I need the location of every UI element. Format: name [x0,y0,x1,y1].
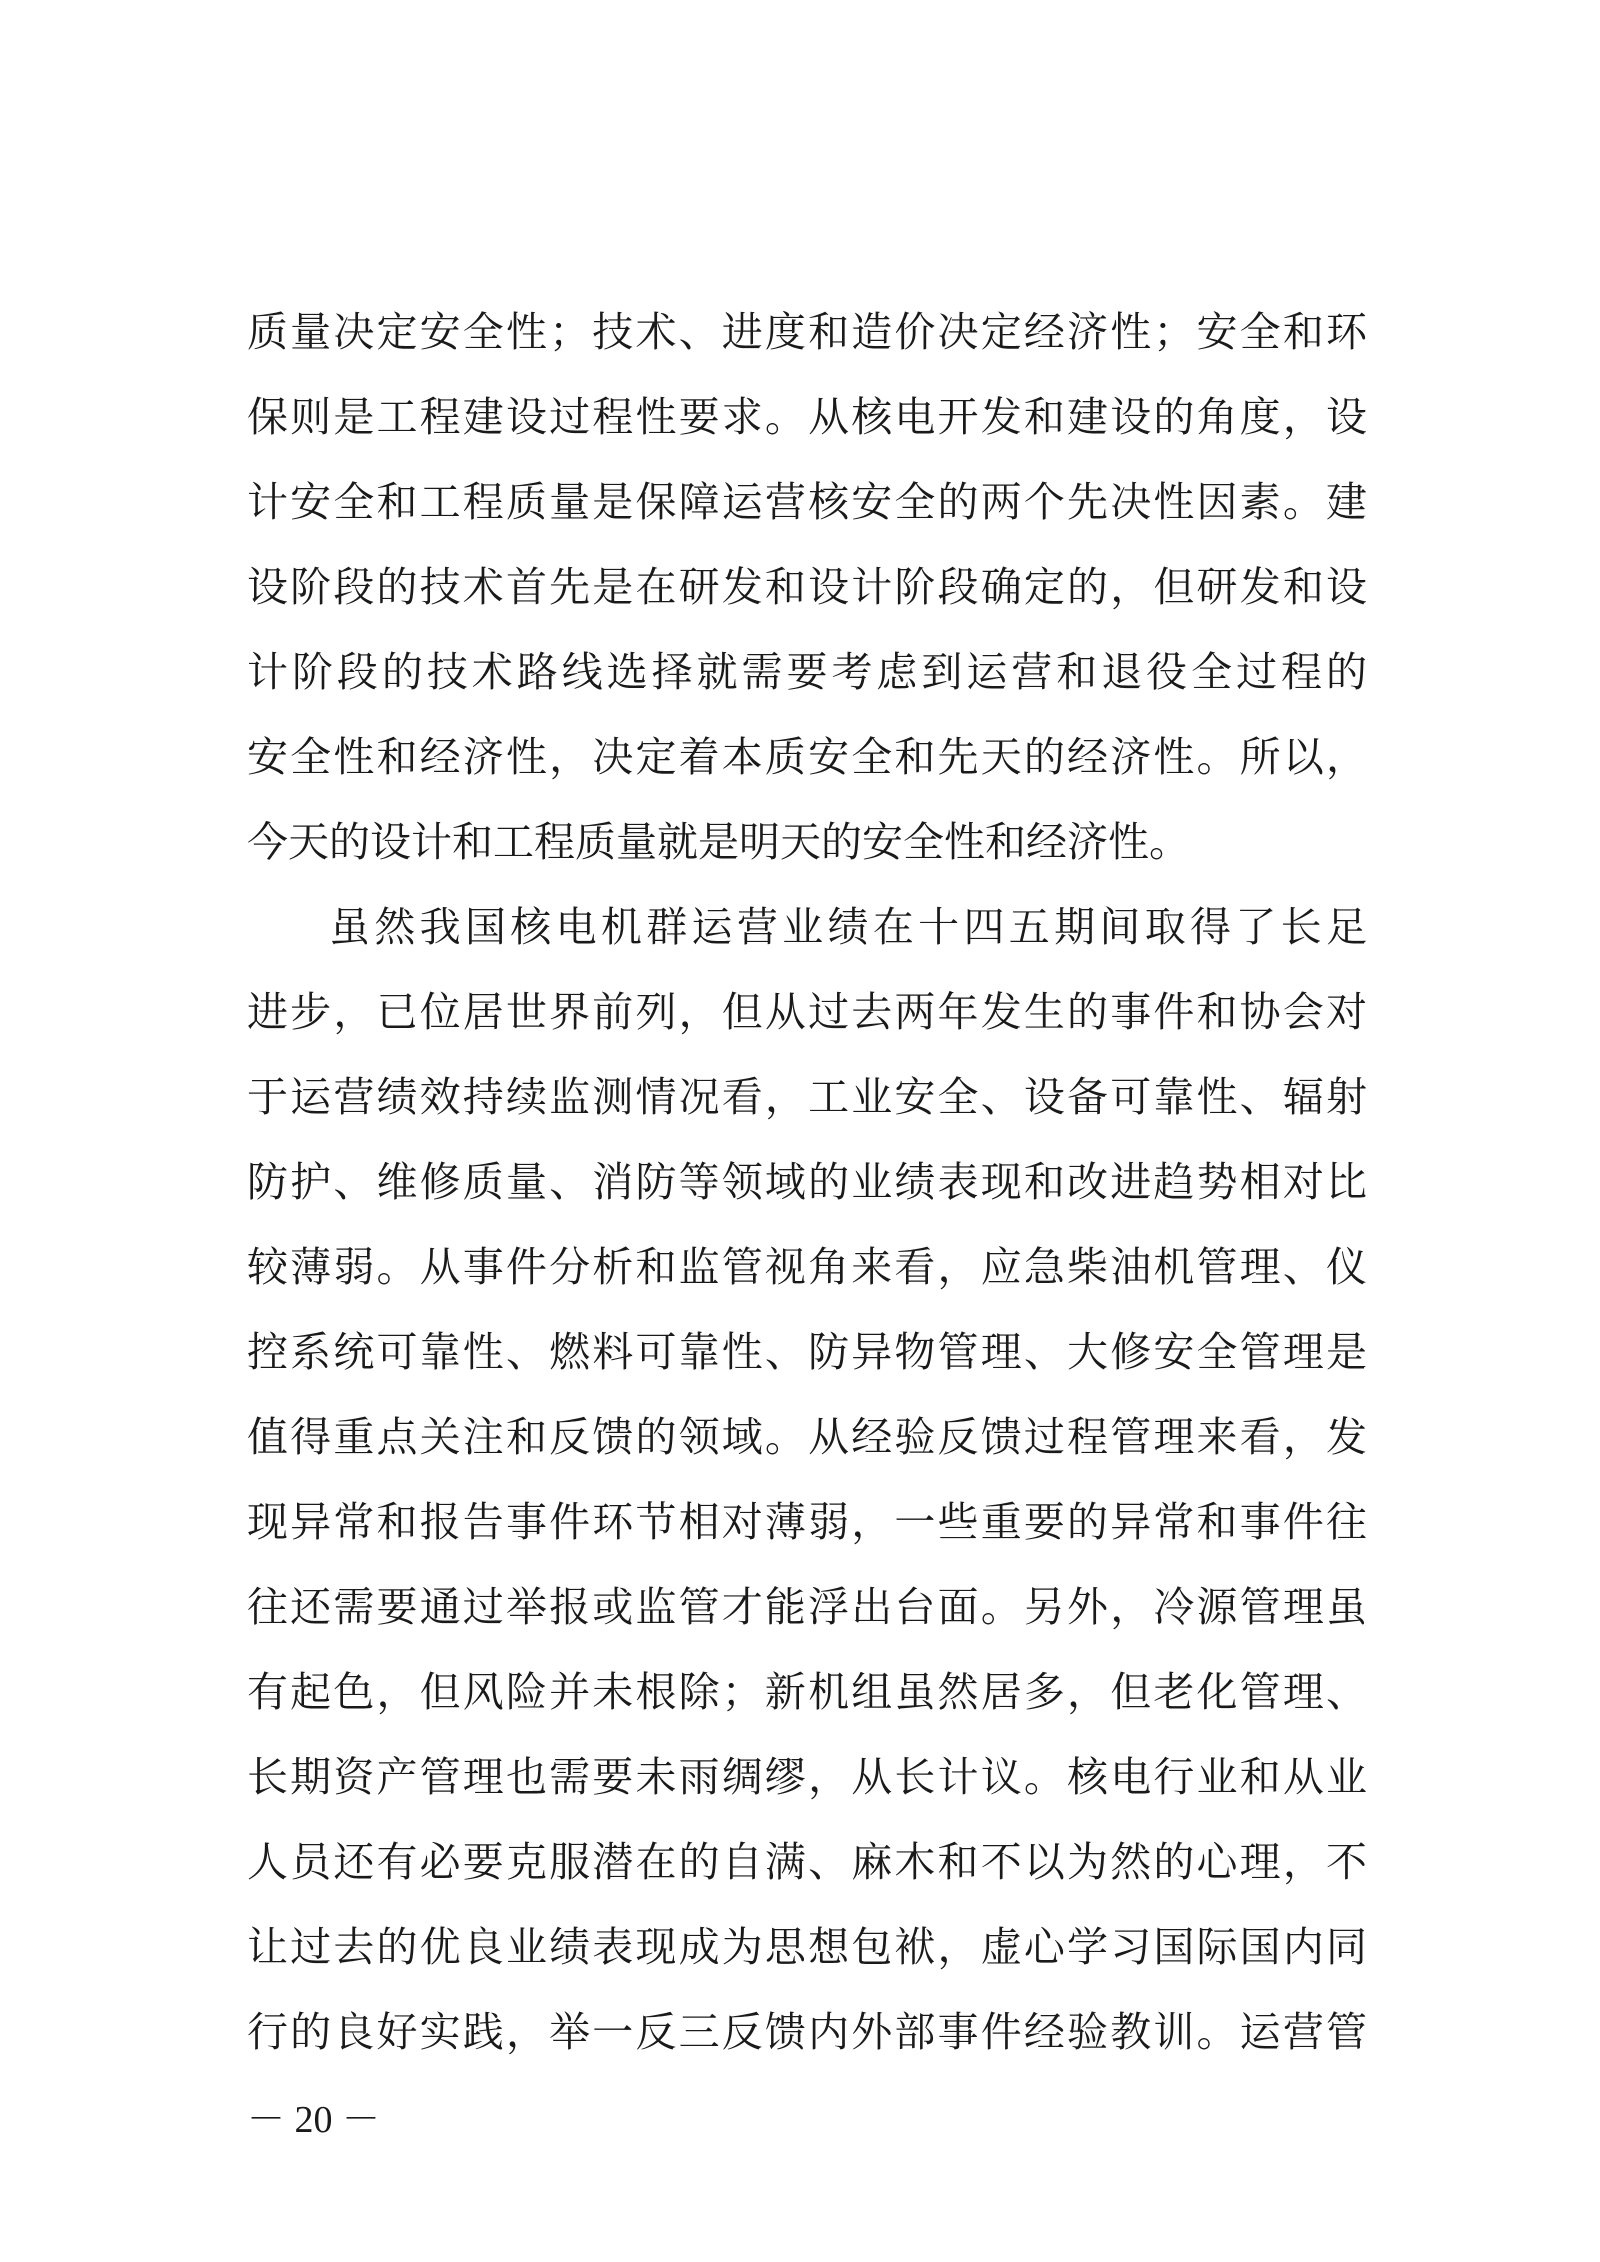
page-number: － 20 － [247,2099,381,2141]
text-line: 长期资产管理也需要未雨绸缪，从长计议。核电行业和从业 [247,1753,1367,1801]
text-line: 计安全和工程质量是保障运营核安全的两个先决性因素。建 [247,478,1367,526]
text-line: 让过去的优良业绩表现成为思想包袱，虚心学习国际国内同 [247,1923,1367,1971]
text-line: 虽然我国核电机群运营业绩在十四五期间取得了长足 [329,903,1367,951]
text-line: 行的良好实践，举一反三反馈内外部事件经验教训。运营管 [247,2008,1367,2056]
text-line: 安全性和经济性，决定着本质安全和先天的经济性。所以， [247,733,1367,781]
text-line: 计阶段的技术路线选择就需要考虑到运营和退役全过程的 [247,648,1367,696]
text-line: 往还需要通过举报或监管才能浮出台面。另外，冷源管理虽 [247,1583,1367,1631]
text-line: 防护、维修质量、消防等领域的业绩表现和改进趋势相对比 [247,1158,1367,1206]
body-text [247,290,1367,2075]
text-line: 现异常和报告事件环节相对薄弱，一些重要的异常和事件往 [247,1498,1367,1546]
paragraph-1 [247,290,1367,885]
text-line: 值得重点关注和反馈的领域。从经验反馈过程管理来看，发 [247,1413,1367,1461]
text-line: 质量决定安全性；技术、进度和造价决定经济性；安全和环 [247,308,1367,356]
text-line: 设阶段的技术首先是在研发和设计阶段确定的，但研发和设 [247,563,1367,611]
paragraph-2 [247,885,1367,2075]
text-line: 人员还有必要克服潜在的自满、麻木和不以为然的心理，不 [247,1838,1367,1886]
text-line: 较薄弱。从事件分析和监管视角来看，应急柴油机管理、仪 [247,1243,1367,1291]
text-line: 今天的设计和工程质量就是明天的安全性和经济性。 [247,818,1190,866]
text-line: 于运营绩效持续监测情况看，工业安全、设备可靠性、辐射 [247,1073,1367,1121]
text-line: 有起色，但风险并未根除；新机组虽然居多，但老化管理、 [247,1668,1367,1716]
text-line: 进步，已位居世界前列，但从过去两年发生的事件和协会对 [247,988,1367,1036]
text-line: 控系统可靠性、燃料可靠性、防异物管理、大修安全管理是 [247,1328,1367,1376]
text-line: 保则是工程建设过程性要求。从核电开发和建设的角度，设 [247,393,1367,441]
